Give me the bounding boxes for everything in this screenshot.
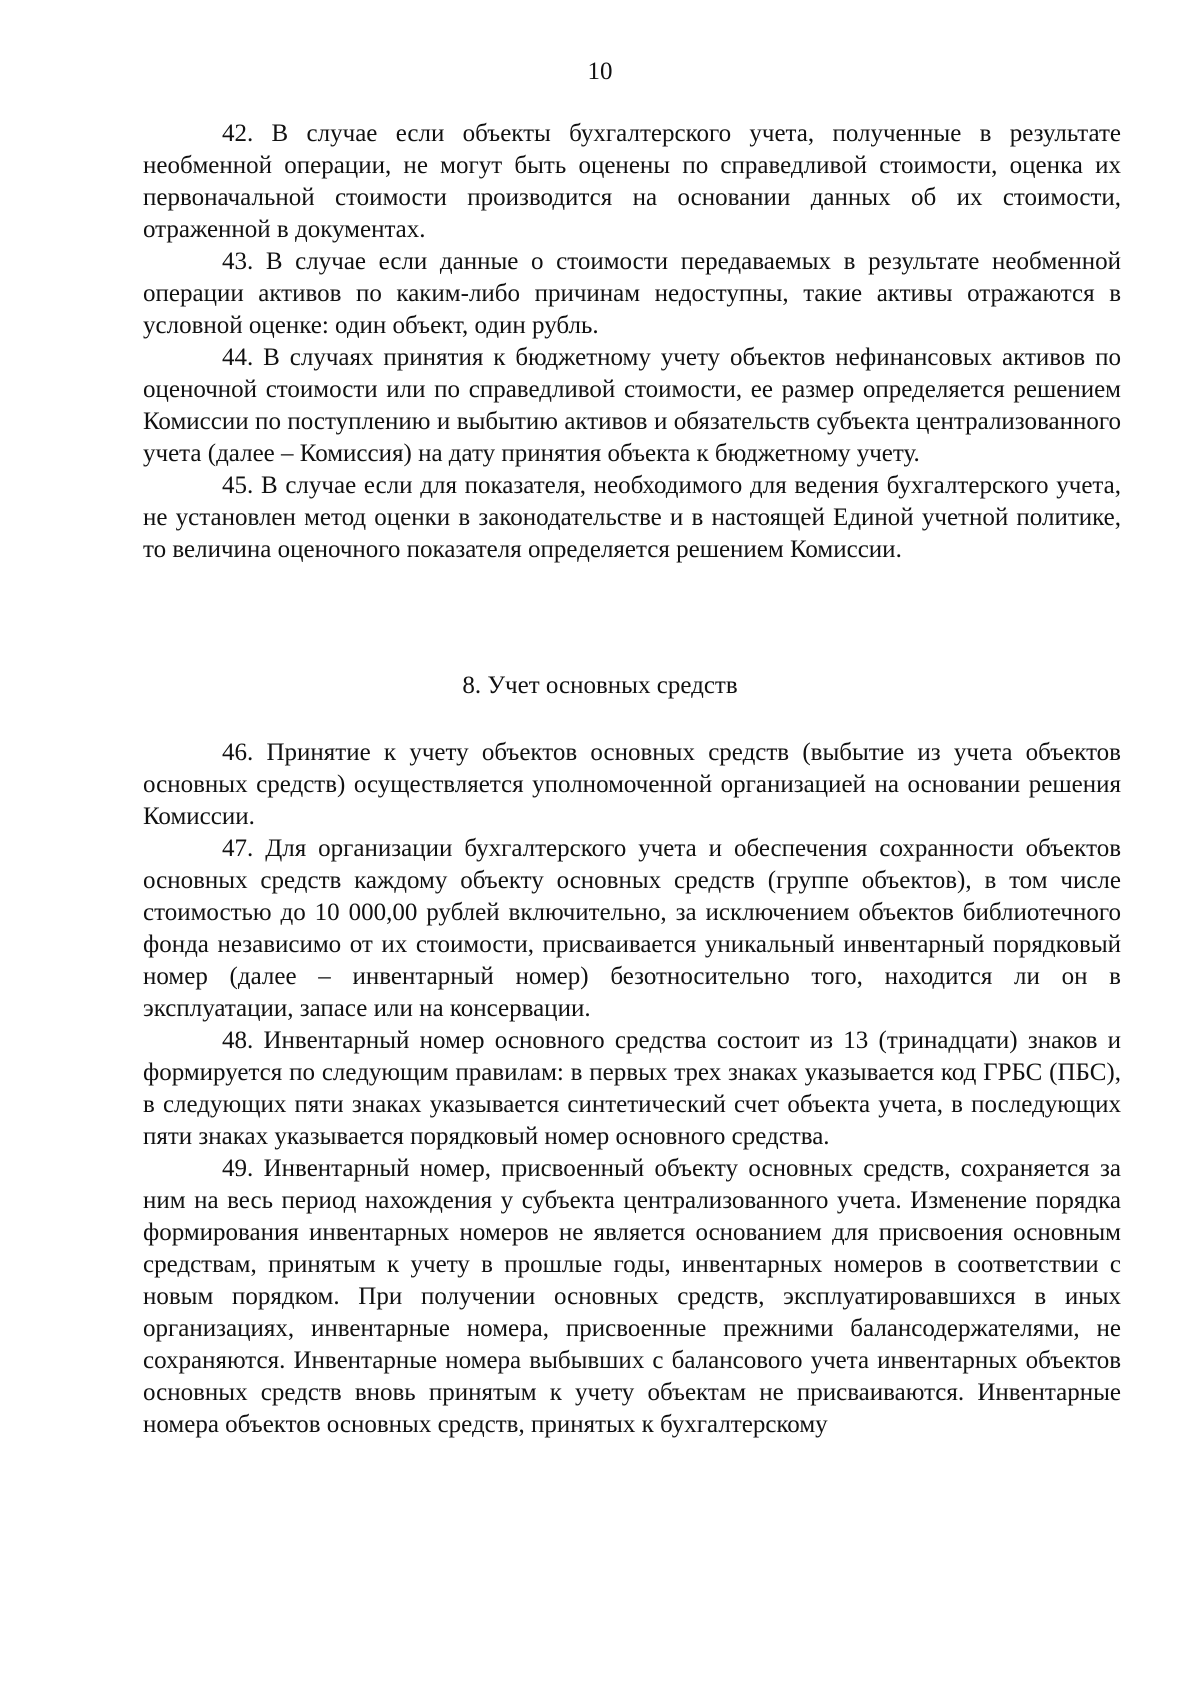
paragraph-49: 49. Инвентарный номер, присвоенный объекту основных средств, сохраняется за ним на весь период нахождения у субъекта централизованного учета. Изменение порядка формирования инвентарных номеров не является основанием для присвоения основным средствам, принятым к учету в прошлые годы, инвентарных номеров в соответствии с новым порядком. При получении основных средств, эксплуатировавшихся в иных организациях, инвентарные номера, присвоенные прежними балансодержателями, не сохраняются. Инвентарные номера выбывших с балансового учета инвентарных объектов основных средств вновь принятым к учету объектам не присваиваются. Инвентарные номера объектов основных средств, принятых к бухгалтерскому (143, 1155, 1121, 1438)
paragraph-48: 48. Инвентарный номер основного средства состоит из 13 (тринадцати) знаков и формируется по следующим правилам: в первых трех знаках указывается код ГРБС (ПБС), в следующих пяти знаках указывается синтетический счет объекта учета, в последующих пяти знаках указывается порядковый номер основного средства. (143, 1027, 1121, 1150)
paragraph-42: 42. В случае если объекты бухгалтерского учета, полученные в результате необменной операции, не могут быть оценены по справедливой стоимости, оценка их первоначальной стоимости производится на основании данных об их стоимости, отраженной в документах. (143, 120, 1121, 243)
paragraph-44: 44. В случаях принятия к бюджетному учету объектов нефинансовых активов по оценочной стоимости или по справедливой стоимости, ее размер определяется решением Комиссии по поступлению и выбытию активов и обязательств субъекта централизованного учета (далее – Комиссия) на дату принятия объекта к бюджетному учету. (143, 344, 1121, 467)
section-heading: 8. Учет основных средств (462, 672, 738, 699)
paragraph-46: 46. Принятие к учету объектов основных средств (выбытие из учета объектов основных средств) осуществляется уполномоченной организацией на основании решения Комиссии. (143, 739, 1121, 830)
paragraphs-after-section (143, 737, 1121, 1441)
paragraph-43: 43. В случае если данные о стоимости передаваемых в результате необменной операции активов по каким-либо причинам недоступны, такие активы отражаются в условной оценке: один объект, один рубль. (143, 248, 1121, 339)
paragraph-45: 45. В случае если для показателя, необходимого для ведения бухгалтерского учета, не установлен метод оценки в законодательстве и в настоящей Единой учетной политике, то величина оценочного показателя определяется решением Комиссии. (143, 472, 1121, 563)
paragraph-47: 47. Для организации бухгалтерского учета и обеспечения сохранности объектов основных средств каждому объекту основных средств (группе объектов), в том числе стоимостью до 10 000,00 рублей включительно, за исключением объектов библиотечного фонда независимо от их стоимости, присваивается уникальный инвентарный порядковый номер (далее – инвентарный номер) безотносительно того, находится ли он в эксплуатации, запасе или на консервации. (143, 835, 1121, 1022)
page-number: 10 (587, 58, 613, 85)
paragraphs-before-section (143, 118, 1121, 566)
